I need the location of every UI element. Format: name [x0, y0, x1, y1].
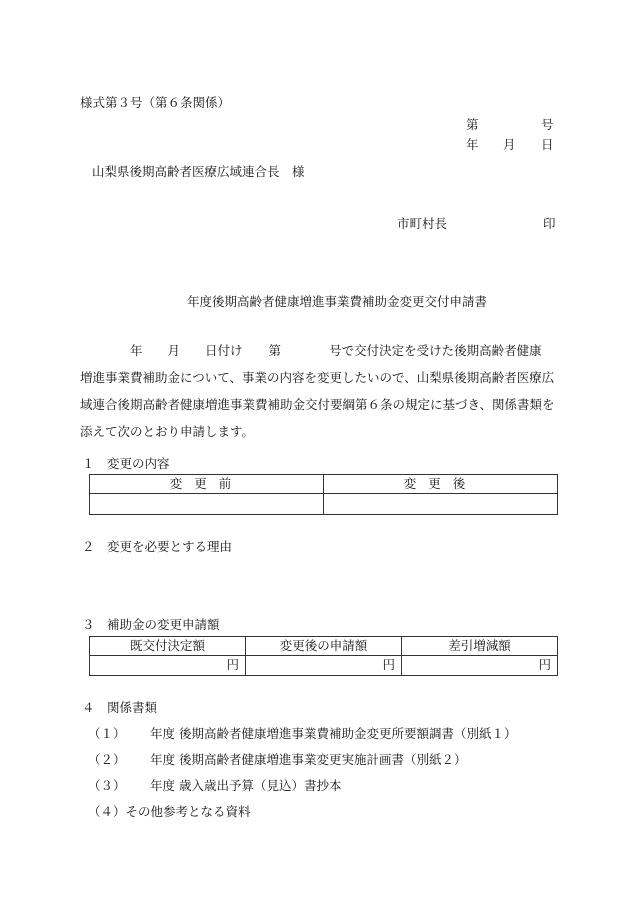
- body-line-3: 域連合後期高齢者健康増進事業費補助金交付要綱第６条の規定に基づき、関係書類を: [80, 397, 555, 412]
- section3-heading: ３ 補助金の変更申請額: [82, 617, 220, 632]
- granted-amount-cell[interactable]: 円: [90, 656, 246, 676]
- doc-number-go: 号: [541, 117, 554, 132]
- section1-heading: １ 変更の内容: [82, 456, 170, 471]
- body-line-4: 添えて次のとおり申請します。: [80, 424, 255, 439]
- body-year: 年: [130, 343, 143, 358]
- col-after-header: 変更後: [324, 475, 558, 494]
- item-number: （４）: [88, 804, 126, 819]
- col-before-header: 変更前: [90, 475, 324, 494]
- sender-title: 市町村長: [397, 216, 448, 231]
- col-requested-header: 変更後の申請額: [246, 637, 402, 656]
- document-title: 年度後期高齢者健康増進事業費補助金変更交付申請書: [187, 294, 488, 309]
- item-text: その他参考となる資料: [125, 804, 251, 819]
- related-doc-item: [88, 780, 341, 793]
- section4-heading: ４ 関係書類: [82, 700, 158, 715]
- item-text: 年度 歳入歳出予算（見込）書抄本: [150, 778, 342, 793]
- date-month-label: 月: [503, 137, 516, 152]
- addressee: 山梨県後期高齢者医療広域連合長 様: [92, 164, 305, 179]
- date-year-label: 年: [466, 137, 479, 152]
- body-dai: 第: [268, 343, 282, 358]
- item-number: （１）: [88, 726, 126, 741]
- after-cell[interactable]: [324, 494, 558, 515]
- related-doc-item: [88, 754, 466, 767]
- body-paragraph: [80, 337, 558, 445]
- body-dated: 日付け: [205, 343, 243, 358]
- section2-heading: ２ 変更を必要とする理由: [82, 539, 233, 554]
- col-difference-header: 差引増減額: [402, 637, 558, 656]
- seal-mark: 印: [543, 216, 556, 231]
- change-content-table: [89, 474, 558, 515]
- form-number-header: 様式第３号（第６条関係）: [80, 95, 231, 110]
- subsidy-amount-table: [89, 636, 558, 676]
- related-doc-item: [88, 728, 516, 741]
- difference-amount-cell[interactable]: 円: [402, 656, 558, 676]
- related-doc-item: [88, 806, 251, 819]
- item-number: （３）: [88, 778, 126, 793]
- doc-number-dai: 第: [466, 117, 479, 132]
- item-text: 年度 後期高齢者健康増進事業費補助金変更所要額調書（別紙１）: [150, 726, 517, 741]
- body-month: 月: [167, 343, 181, 358]
- date-day-label: 日: [541, 137, 554, 152]
- item-text: 年度 後期高齢者健康増進事業変更実施計画書（別紙２）: [150, 752, 467, 767]
- before-cell[interactable]: [90, 494, 324, 515]
- body-go-rest: 号で交付決定を受けた後期高齢者健康: [329, 343, 542, 358]
- col-granted-header: 既交付決定額: [90, 637, 246, 656]
- body-line-2: 増進事業費補助金について、事業の内容を変更したいので、山梨県後期高齢者医療広: [80, 370, 555, 385]
- requested-amount-cell[interactable]: 円: [246, 656, 402, 676]
- item-number: （２）: [88, 752, 126, 767]
